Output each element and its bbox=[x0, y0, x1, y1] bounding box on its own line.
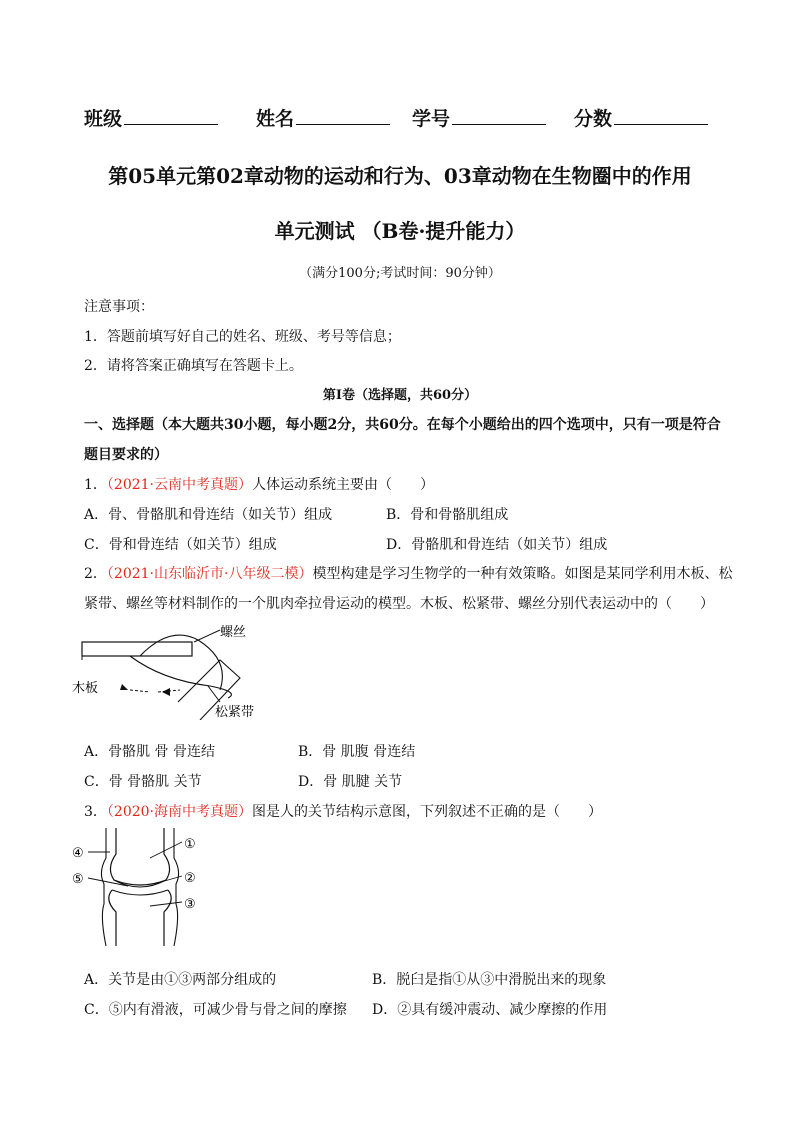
joint-label-1: ① bbox=[184, 837, 196, 852]
muscle-model-figure bbox=[70, 620, 280, 720]
class-blank[interactable] bbox=[124, 108, 218, 125]
joint-label-2: ② bbox=[184, 871, 196, 886]
joint-label-5: ⑤ bbox=[72, 872, 84, 887]
page-title: 第05单元第02章动物的运动和行为、03章动物在生物圈中的作用 bbox=[108, 164, 692, 188]
score-label: 分数 bbox=[574, 108, 613, 130]
figure-label-board: 木板 bbox=[72, 680, 99, 695]
figure-label-band: 松紧带 bbox=[215, 704, 255, 719]
question-1-option-d[interactable]: D．骨骼肌和骨连结（如关节）组成 bbox=[386, 537, 608, 553]
exam-info: （满分100分;考试时间：90分钟） bbox=[299, 266, 501, 281]
question-2-text-2: 紧带、螺丝等材料制作的一个肌肉牵拉骨运动的模型。木板、松紧带、螺丝分别代表运动中的（ ） bbox=[84, 596, 714, 612]
question-2-option-d[interactable]: D．骨 肌腱 关节 bbox=[298, 774, 403, 790]
notes-heading: 注意事项： bbox=[84, 299, 154, 315]
question-3-option-c[interactable]: C．⑤内有滑液，可减少骨与骨之间的摩擦 bbox=[84, 1002, 347, 1018]
question-1-source: （2021·云南中考真题） bbox=[106, 477, 253, 493]
name-field bbox=[256, 104, 390, 131]
score-field bbox=[574, 104, 708, 131]
band-curve-upper bbox=[140, 635, 222, 690]
question-3-option-d[interactable]: D．②具有缓冲震动、减少摩擦的作用 bbox=[372, 1002, 608, 1018]
class-field bbox=[84, 104, 218, 131]
question-3-source: （2020·海南中考真题） bbox=[106, 804, 253, 820]
question-2-option-c[interactable]: C．骨 骨骼肌 关节 bbox=[84, 774, 202, 790]
question-3-option-b[interactable]: B．脱臼是指①从③中滑脱出来的现象 bbox=[372, 972, 607, 988]
question-1-option-a[interactable]: A．骨、骨骼肌和骨连结（如关节）组成 bbox=[84, 507, 333, 523]
question-1-option-b[interactable]: B．骨和骨骼肌组成 bbox=[386, 507, 509, 523]
number-label: 学号 bbox=[412, 108, 451, 130]
question-2-source: （2021·山东临沂市·八年级二模） bbox=[106, 566, 313, 582]
page-subtitle: 单元测试 （B卷·提升能力） bbox=[274, 219, 526, 243]
joint-structure-figure bbox=[70, 828, 220, 946]
number-field bbox=[412, 104, 546, 131]
question-1-stem bbox=[84, 474, 434, 494]
joint-label-4: ④ bbox=[72, 846, 84, 861]
question-1-text: 人体运动系统主要由（ ） bbox=[252, 477, 435, 493]
question-3-text: 图是人的关节结构示意图，下列叙述不正确的是（ ） bbox=[252, 804, 603, 820]
lower-bone-shape bbox=[109, 890, 171, 946]
question-2-option-a[interactable]: A．骨骼肌 骨 骨连结 bbox=[84, 744, 216, 760]
question-3-stem bbox=[84, 801, 602, 821]
question-2-number: 2． bbox=[84, 566, 107, 582]
question-1-number: 1． bbox=[84, 477, 107, 493]
question-2-option-b[interactable]: B．骨 肌腹 骨连结 bbox=[298, 744, 416, 760]
notes-item-1: 1．答题前填写好自己的姓名、班级、考号等信息； bbox=[84, 329, 401, 345]
question-2-text-1: 模型构建是学习生物学的一种有效策略。如图是某同学利用木板、松 bbox=[312, 566, 733, 582]
section-instruction-1: 一、选择题（本大题共30小题，每小题2分，共60分。在每个小题给出的四个选项中，只有一项是符合 bbox=[84, 417, 721, 433]
question-3-option-a[interactable]: A．关节是由①③两部分组成的 bbox=[84, 972, 277, 988]
question-2-stem bbox=[84, 563, 732, 583]
upper-bone-shape bbox=[110, 828, 169, 885]
section-instruction-2: 题目要求的） bbox=[84, 447, 168, 463]
class-label: 班级 bbox=[84, 108, 123, 130]
name-label: 姓名 bbox=[256, 108, 295, 130]
part-title: 第Ⅰ卷（选择题，共60分） bbox=[322, 388, 478, 403]
question-1-option-c[interactable]: C．骨和骨连结（如关节）组成 bbox=[84, 537, 277, 553]
notes-item-2: 2．请将答案正确填写在答题卡上。 bbox=[84, 358, 303, 374]
question-3-number: 3． bbox=[84, 804, 107, 820]
number-blank[interactable] bbox=[452, 108, 546, 125]
joint-label-3: ③ bbox=[184, 897, 196, 912]
score-blank[interactable] bbox=[614, 108, 708, 125]
capsule-left bbox=[101, 828, 106, 946]
name-blank[interactable] bbox=[296, 108, 390, 125]
board-shape bbox=[82, 642, 192, 656]
figure-label-screw: 螺丝 bbox=[220, 624, 247, 639]
